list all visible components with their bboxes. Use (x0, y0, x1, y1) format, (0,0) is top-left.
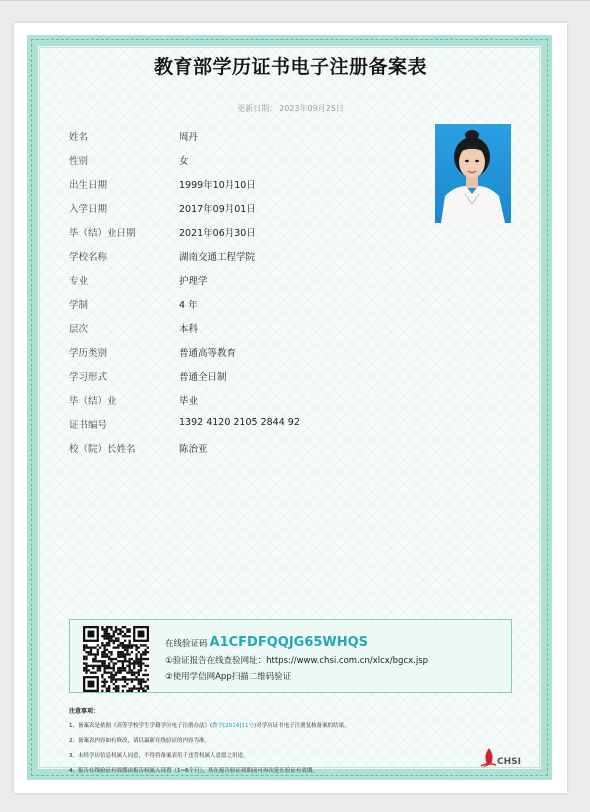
field-label: 毕（结）业 (69, 396, 117, 407)
field-value: 普通全日制 (179, 372, 227, 383)
chsi-logo-text: CHSI (497, 757, 521, 767)
verification-url-line: ①验证报告在线查验网址：https://www.chsi.com.cn/xlcx/bgcx.jsp (165, 656, 429, 666)
field-value: 毕业 (179, 396, 199, 407)
field-label: 学习形式 (69, 372, 108, 383)
field-label: 学制 (69, 300, 89, 311)
field-value: 护理学 (179, 276, 208, 287)
field-label: 学历类别 (69, 348, 108, 359)
page-top-divider (0, 0, 590, 1)
page-title: 教育部学历证书电子注册备案表 (153, 56, 427, 78)
field-value: 女 (179, 156, 189, 167)
verification-code-line (165, 635, 428, 650)
notes-section (69, 706, 509, 781)
regulation-link[interactable]: 教学[2014]11号 (212, 723, 254, 729)
field-label: 学校名称 (69, 252, 108, 263)
verification-code: A1CFDFQQJG65WHQS (209, 635, 369, 650)
field-label: 专业 (69, 276, 89, 287)
field-label: 姓名 (69, 132, 89, 143)
field-value: 本科 (179, 324, 199, 335)
note-1-text-end: )对学历证书电子注册复核备案的结果。 (253, 723, 350, 729)
note-1 (69, 721, 509, 729)
field-value: 周丹 (179, 132, 199, 143)
verification-app-line: ②使用学信网App扫描二维码验证 (165, 672, 292, 682)
field-label: 层次 (69, 324, 89, 335)
field-value: 湖南交通工程学院 (179, 252, 256, 263)
certificate-page (14, 23, 567, 793)
field-value: 陈治亚 (179, 444, 208, 455)
verification-info (165, 635, 428, 682)
update-date-label: 更新日期： (237, 104, 278, 113)
update-date-value: 2023年09月25日 (279, 104, 344, 113)
field-label: 入学日期 (69, 204, 108, 215)
verification-code-label: 在线验证码 (165, 639, 208, 649)
notes-heading: 注意事项： (69, 708, 100, 715)
field-value: 1999年10月10日 (179, 180, 256, 191)
field-value: 1392 4120 2105 2844 92 (179, 417, 300, 428)
note-3: 3、未经学历信息权属人同意，不得将备案表用于违背权属人意愿之用途。 (69, 753, 249, 759)
field-label: 毕（结）业日期 (69, 228, 136, 239)
field-label: 校（院）长姓名 (69, 444, 136, 455)
id-photo (435, 124, 511, 223)
note-1-text-start: 1、备案表是依据《高等学校学生学籍学历电子注册办法》( (69, 723, 213, 729)
update-date (14, 103, 567, 114)
field-label: 出生日期 (69, 180, 108, 191)
field-value: 2017年09月01日 (179, 204, 256, 215)
field-value: 普通高等教育 (179, 348, 237, 359)
qr-code-icon[interactable] (83, 626, 149, 692)
field-label: 性别 (69, 156, 89, 167)
portrait-image (435, 124, 511, 223)
note-4: 4、报告在线验证有效期由报告权属人设置（1~6个月），其在报告验证到期前可再次延长验证有效期。 (69, 768, 318, 774)
chsi-emblem-icon (479, 746, 499, 770)
note-2: 2、备案表内容如有修改，请以最新在线验证的内容为准。 (69, 738, 211, 744)
field-label: 证书编号 (69, 420, 108, 431)
field-value: 4 年 (179, 300, 198, 311)
chsi-logo (479, 746, 539, 770)
verification-box (69, 619, 512, 693)
field-value: 2021年06月30日 (179, 228, 256, 239)
